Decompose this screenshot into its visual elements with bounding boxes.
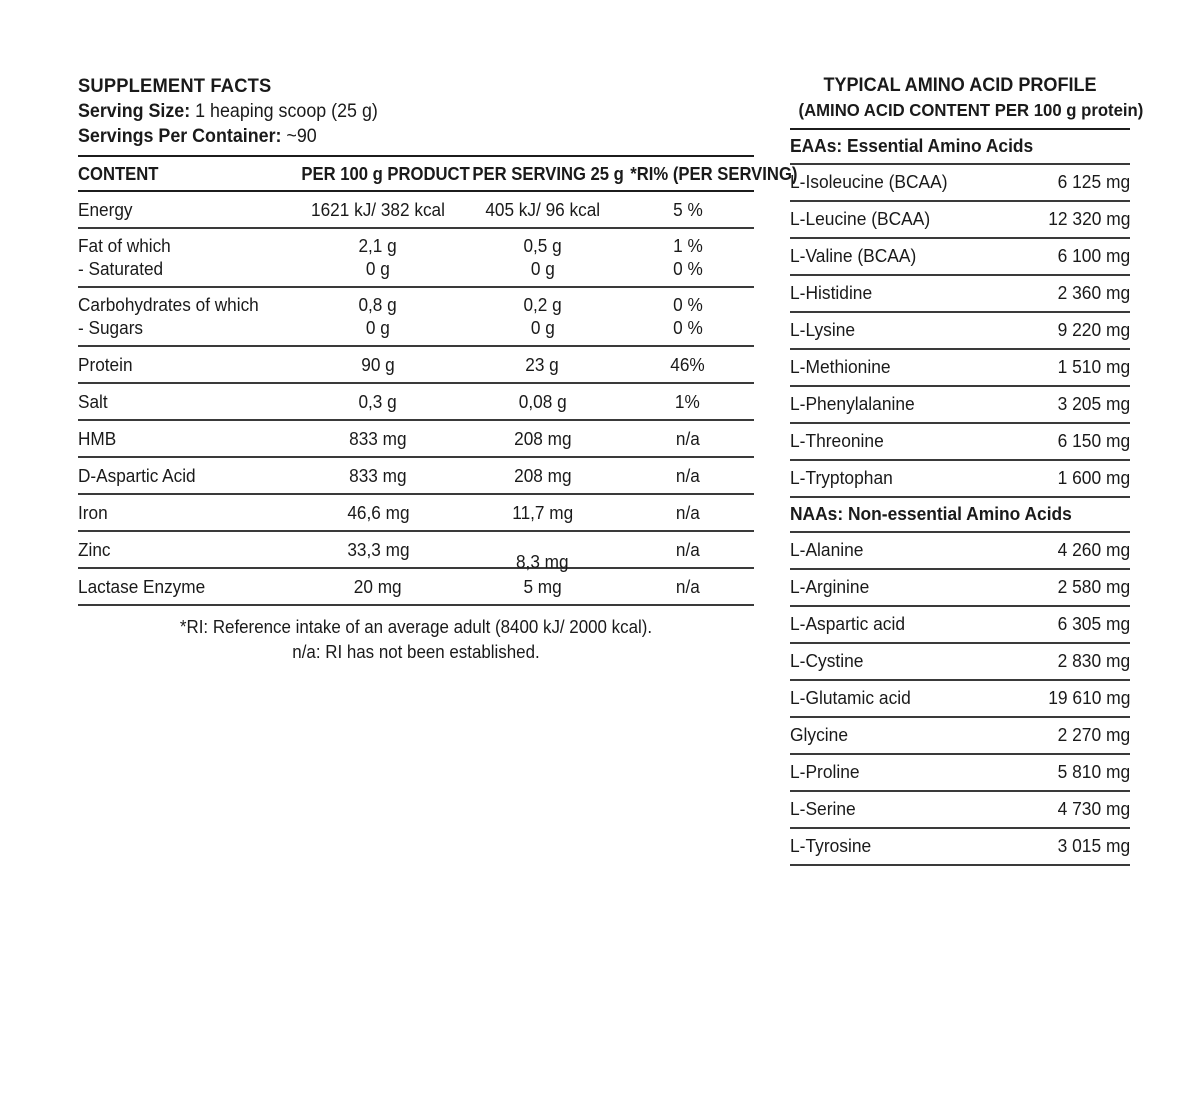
amino-name: L-Threonine bbox=[790, 423, 990, 460]
amino-name: L-Tyrosine bbox=[790, 828, 990, 865]
row-per-100g: 833 mg bbox=[292, 420, 464, 457]
list-item bbox=[790, 312, 1130, 349]
amino-profile-title: TYPICAL AMINO ACID PROFILE bbox=[823, 75, 1097, 96]
amino-amount: 3 205 mg bbox=[990, 386, 1130, 423]
supplement-facts-table bbox=[78, 155, 798, 606]
row-name: Salt bbox=[78, 383, 292, 420]
row-ri: n/a bbox=[621, 568, 754, 605]
list-item bbox=[790, 828, 1130, 865]
list-item bbox=[790, 754, 1130, 791]
row-per-100g: 833 mg bbox=[292, 457, 464, 494]
table-row bbox=[78, 191, 754, 228]
row-per-100g: 20 mg bbox=[292, 568, 464, 605]
row-per-serving: 0,2 g 0 g bbox=[464, 287, 621, 346]
row-name: Zinc bbox=[78, 531, 292, 568]
column-header-per-serving: PER SERVING 25 g bbox=[464, 156, 621, 191]
row-name: Iron bbox=[78, 494, 292, 531]
serving-size-value: 1 heaping scoop (25 g) bbox=[195, 100, 378, 122]
row-ri: n/a bbox=[621, 457, 754, 494]
row-per-serving: 0,5 g 0 g bbox=[464, 228, 621, 287]
list-item bbox=[790, 386, 1130, 423]
amino-name: L-Arginine bbox=[790, 569, 990, 606]
serving-size-label: Serving Size: bbox=[78, 100, 191, 122]
servings-per-container-value: ~90 bbox=[286, 126, 317, 148]
amino-name: L-Serine bbox=[790, 791, 990, 828]
amino-amount: 3 015 mg bbox=[990, 828, 1130, 865]
amino-amount: 1 600 mg bbox=[990, 460, 1130, 497]
supplement-facts-panel bbox=[78, 74, 798, 664]
amino-amount: 6 305 mg bbox=[990, 606, 1130, 643]
amino-name: L-Tryptophan bbox=[790, 460, 990, 497]
list-item bbox=[790, 643, 1130, 680]
amino-amount: 19 610 mg bbox=[990, 680, 1130, 717]
row-per-serving: 8,3 mg bbox=[464, 531, 621, 568]
footnote-na: n/a: RI has not been established. bbox=[292, 641, 540, 662]
table-row bbox=[78, 457, 754, 494]
table-row bbox=[78, 420, 754, 457]
row-per-serving: 405 kJ/ 96 kcal bbox=[464, 191, 621, 228]
amino-name: Glycine bbox=[790, 717, 990, 754]
table-header-row bbox=[78, 156, 754, 191]
row-name: D-Aspartic Acid bbox=[78, 457, 292, 494]
section-header-label: NAAs: Non-essential Amino Acids bbox=[790, 497, 1130, 532]
row-ri: 46% bbox=[621, 346, 754, 383]
amino-amount: 12 320 mg bbox=[990, 201, 1130, 238]
row-per-100g: 1621 kJ/ 382 kcal bbox=[292, 191, 464, 228]
row-per-100g: 90 g bbox=[292, 346, 464, 383]
amino-name: L-Lysine bbox=[790, 312, 990, 349]
amino-amount: 6 150 mg bbox=[990, 423, 1130, 460]
amino-amount: 1 510 mg bbox=[990, 349, 1130, 386]
amino-amount: 6 100 mg bbox=[990, 238, 1130, 275]
amino-acid-table bbox=[790, 128, 1130, 866]
amino-name: L-Isoleucine (BCAA) bbox=[790, 164, 990, 201]
list-item bbox=[790, 606, 1130, 643]
amino-amount: 4 260 mg bbox=[990, 532, 1130, 569]
section-header-eaa bbox=[790, 129, 1130, 164]
amino-name: L-Phenylalanine bbox=[790, 386, 990, 423]
amino-acid-profile-panel bbox=[790, 74, 1144, 866]
row-per-100g: 46,6 mg bbox=[292, 494, 464, 531]
list-item bbox=[790, 423, 1130, 460]
list-item bbox=[790, 275, 1130, 312]
row-per-100g: 2,1 g 0 g bbox=[292, 228, 464, 287]
list-item bbox=[790, 460, 1130, 497]
list-item bbox=[790, 238, 1130, 275]
supplement-facts-title: SUPPLEMENT FACTS bbox=[78, 75, 272, 97]
table-row bbox=[78, 494, 754, 531]
column-header-per-100g: PER 100 g PRODUCT bbox=[292, 156, 464, 191]
amino-profile-subtitle: (AMINO ACID CONTENT PER 100 g protein) bbox=[798, 99, 1144, 120]
row-per-100g: 0,8 g 0 g bbox=[292, 287, 464, 346]
amino-amount: 9 220 mg bbox=[990, 312, 1130, 349]
table-row bbox=[78, 568, 754, 605]
row-name: Carbohydrates of which - Sugars bbox=[78, 287, 292, 346]
column-header-content: CONTENT bbox=[78, 156, 292, 191]
row-name: Lactase Enzyme bbox=[78, 568, 292, 605]
list-item bbox=[790, 532, 1130, 569]
row-per-serving: 11,7 mg bbox=[464, 494, 621, 531]
table-row bbox=[78, 287, 754, 346]
amino-name: L-Alanine bbox=[790, 532, 990, 569]
amino-name: L-Leucine (BCAA) bbox=[790, 201, 990, 238]
row-name: HMB bbox=[78, 420, 292, 457]
row-ri: 1% bbox=[621, 383, 754, 420]
list-item bbox=[790, 201, 1130, 238]
amino-name: L-Proline bbox=[790, 754, 990, 791]
column-header-ri-percent: *RI% (PER SERVING) bbox=[621, 156, 754, 191]
row-ri: 1 % 0 % bbox=[621, 228, 754, 287]
section-header-label: EAAs: Essential Amino Acids bbox=[790, 129, 1130, 164]
amino-name: L-Cystine bbox=[790, 643, 990, 680]
row-ri: n/a bbox=[621, 531, 754, 568]
serving-size-line bbox=[78, 99, 713, 124]
row-per-serving: 0,08 g bbox=[464, 383, 621, 420]
amino-amount: 2 580 mg bbox=[990, 569, 1130, 606]
row-ri: 0 % 0 % bbox=[621, 287, 754, 346]
amino-name: L-Aspartic acid bbox=[790, 606, 990, 643]
row-name: Energy bbox=[78, 191, 292, 228]
table-row bbox=[78, 383, 754, 420]
table-row bbox=[78, 228, 754, 287]
row-per-serving: 23 g bbox=[464, 346, 621, 383]
section-header-naa bbox=[790, 497, 1130, 532]
amino-name: L-Methionine bbox=[790, 349, 990, 386]
row-ri: n/a bbox=[621, 420, 754, 457]
list-item bbox=[790, 717, 1130, 754]
amino-amount: 2 360 mg bbox=[990, 275, 1130, 312]
table-row bbox=[78, 346, 754, 383]
row-per-100g: 0,3 g bbox=[292, 383, 464, 420]
row-per-100g: 33,3 mg bbox=[292, 531, 464, 568]
amino-amount: 6 125 mg bbox=[990, 164, 1130, 201]
amino-amount: 2 830 mg bbox=[990, 643, 1130, 680]
row-per-serving: 5 mg bbox=[464, 568, 621, 605]
table-row bbox=[78, 531, 754, 568]
row-per-serving: 208 mg bbox=[464, 457, 621, 494]
footnote-ri: *RI: Reference intake of an average adult (8400 kJ/ 2000 kcal). bbox=[179, 617, 653, 638]
row-ri: n/a bbox=[621, 494, 754, 531]
row-per-serving: 208 mg bbox=[464, 420, 621, 457]
amino-amount: 2 270 mg bbox=[990, 717, 1130, 754]
list-item bbox=[790, 680, 1130, 717]
row-name: Fat of which - Saturated bbox=[78, 228, 292, 287]
row-ri: 5 % bbox=[621, 191, 754, 228]
row-name: Protein bbox=[78, 346, 292, 383]
list-item bbox=[790, 791, 1130, 828]
list-item bbox=[790, 569, 1130, 606]
servings-per-container-label: Servings Per Container: bbox=[78, 126, 282, 148]
servings-per-container-line bbox=[78, 124, 713, 149]
footnotes bbox=[78, 615, 754, 663]
list-item bbox=[790, 164, 1130, 201]
amino-name: L-Valine (BCAA) bbox=[790, 238, 990, 275]
amino-amount: 5 810 mg bbox=[990, 754, 1130, 791]
amino-name: L-Histidine bbox=[790, 275, 990, 312]
amino-amount: 4 730 mg bbox=[990, 791, 1130, 828]
list-item bbox=[790, 349, 1130, 386]
amino-name: L-Glutamic acid bbox=[790, 680, 990, 717]
